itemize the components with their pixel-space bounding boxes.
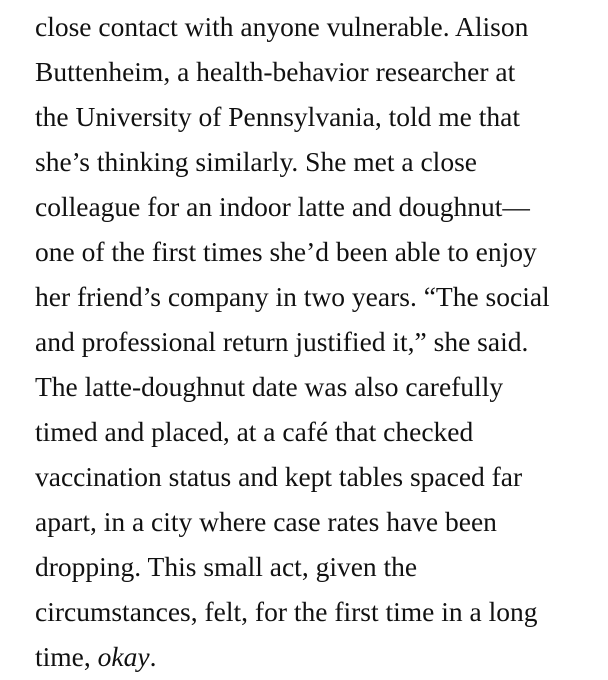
text-line: her friend’s company in two years. “The social [35, 281, 550, 312]
text-line: the University of Pennsylvania, told me that [35, 101, 520, 132]
article-paragraph [35, 4, 605, 679]
text-line: Buttenheim, a health-behavior researcher at [35, 56, 516, 87]
text-line: apart, in a city where case rates have been [35, 506, 497, 537]
text-line-last [35, 634, 605, 679]
text-line: one of the first times she’d been able to enjoy [35, 236, 537, 267]
last-line-prefix: time, [35, 641, 98, 672]
text-line: dropping. This small act, given the [35, 551, 418, 582]
text-line: close contact with anyone vulnerable. Alison [35, 11, 529, 42]
text-line: colleague for an indoor latte and doughnut— [35, 191, 530, 222]
text-line: circumstances, felt, for the first time in a long [35, 596, 538, 627]
text-line: timed and placed, at a café that checked [35, 416, 474, 447]
text-line: vaccination status and kept tables spaced far [35, 461, 523, 492]
text-line: The latte-doughnut date was also carefully [35, 371, 504, 402]
last-line-suffix: . [149, 641, 157, 672]
emphasized-word: okay [97, 641, 150, 672]
text-line: and professional return justified it,” she said. [35, 326, 529, 357]
text-line: she’s thinking similarly. She met a close [35, 146, 477, 177]
